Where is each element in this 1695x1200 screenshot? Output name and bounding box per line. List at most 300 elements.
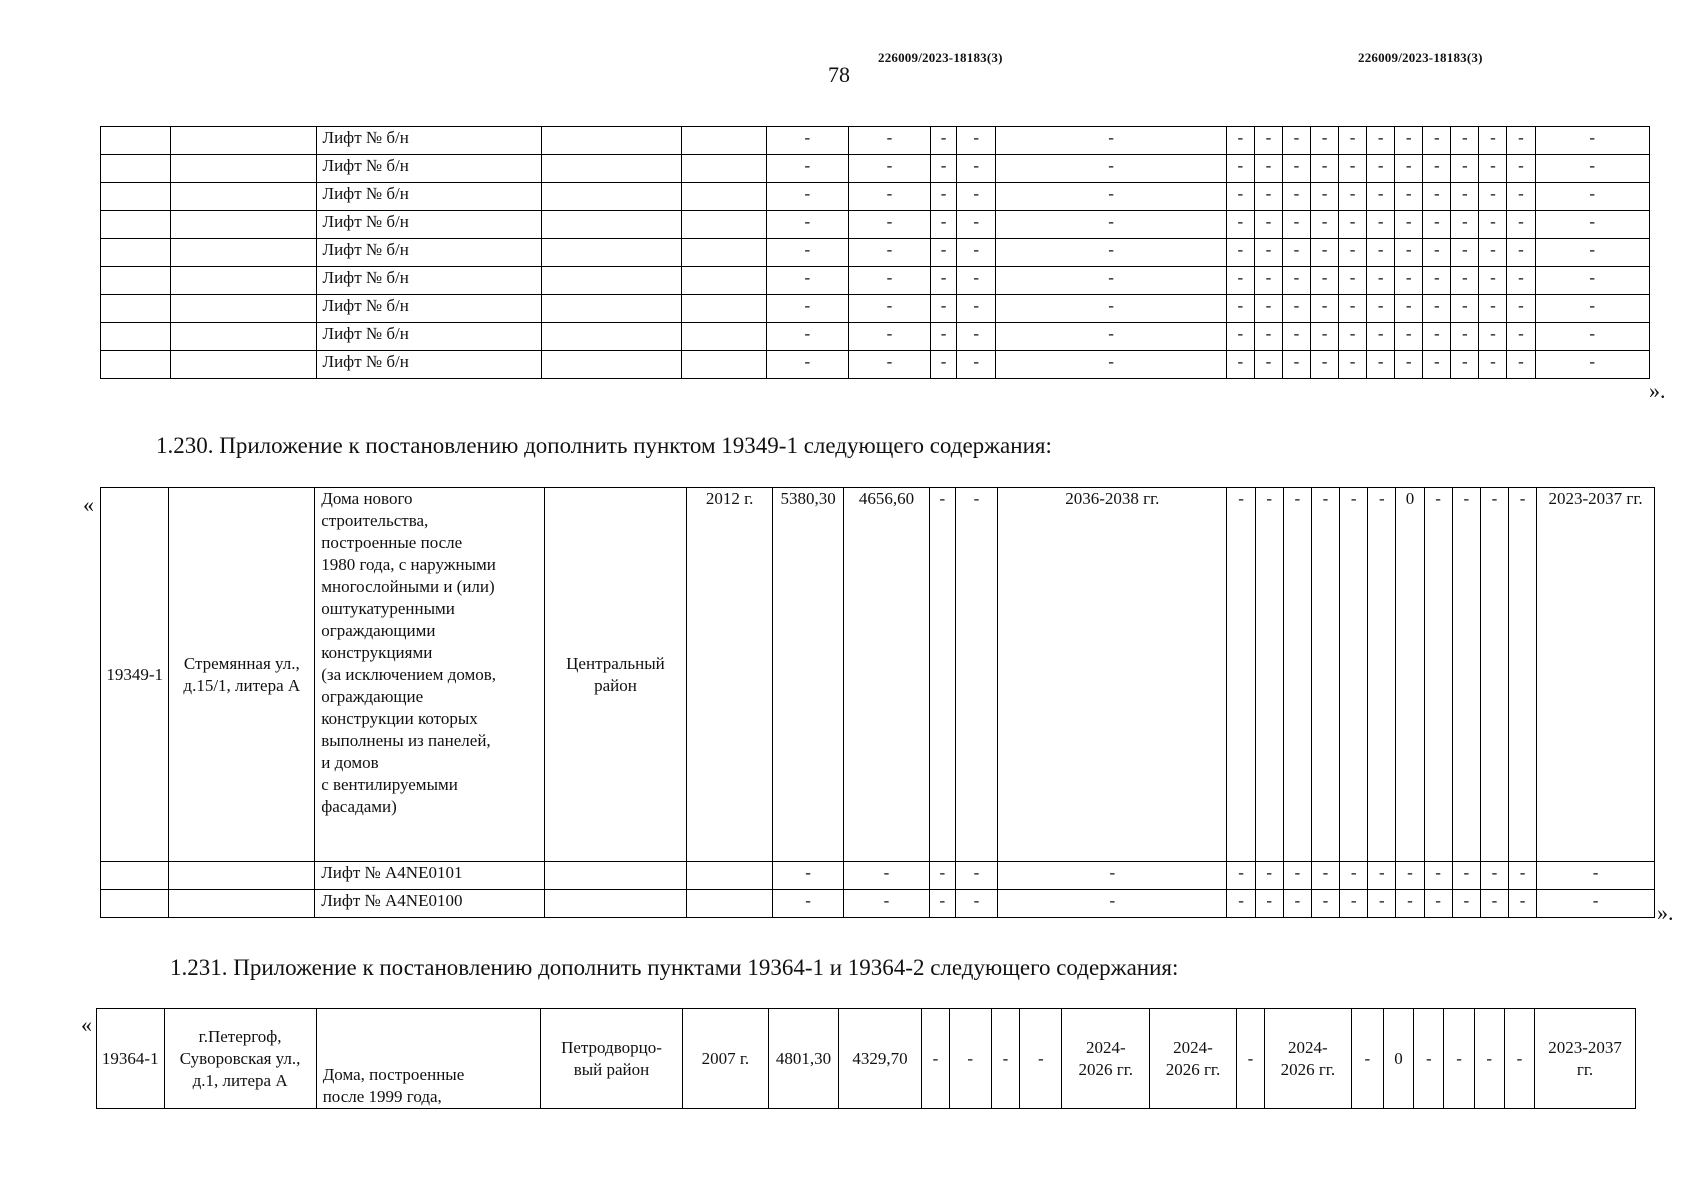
cell-8: - xyxy=(931,323,957,351)
page-number: 78 xyxy=(828,62,850,87)
work-cell: - xyxy=(1368,862,1396,890)
work-cell: - xyxy=(1311,295,1339,323)
work-cell: - xyxy=(1507,323,1535,351)
work-cell: - xyxy=(1423,239,1451,267)
work-cell: - xyxy=(1395,351,1423,379)
work-cell: - xyxy=(1311,127,1339,155)
cell-8: - xyxy=(929,890,955,918)
work-cell: - xyxy=(1226,183,1254,211)
work-cell: - xyxy=(1254,351,1282,379)
work-cell: - xyxy=(1367,183,1395,211)
cell-8: - xyxy=(931,351,957,379)
cell-22: - xyxy=(1535,183,1649,211)
table-row xyxy=(101,127,1650,155)
work-cell: - xyxy=(1452,488,1480,862)
cell-7: - xyxy=(848,183,930,211)
work-cell: - xyxy=(1479,351,1507,379)
work-cell: - xyxy=(1339,295,1367,323)
cell-21: - xyxy=(1504,1009,1534,1109)
cell-9: - xyxy=(955,488,997,862)
lift-label: Лифт № A4NE0101 xyxy=(315,862,544,890)
empty-cell xyxy=(682,183,766,211)
work-cell: - xyxy=(1282,295,1310,323)
empty-cell xyxy=(542,155,682,183)
lift-label: Лифт № б/н xyxy=(316,183,542,211)
address-cell: Стремянная ул., д.15/1, литера А xyxy=(169,488,315,862)
work-cell: - xyxy=(1479,267,1507,295)
table-row xyxy=(101,295,1650,323)
work-cell: - xyxy=(1255,890,1283,918)
work-cell: - xyxy=(1480,488,1508,862)
cell-10: - xyxy=(996,323,1227,351)
cell-8: - xyxy=(931,295,957,323)
district-cell xyxy=(541,1009,682,1109)
empty-cell xyxy=(687,890,772,918)
work-cell: - xyxy=(1507,267,1535,295)
empty-cell xyxy=(542,239,682,267)
cell-9: - xyxy=(957,351,996,379)
cell-9: - xyxy=(957,239,996,267)
cell-22: - xyxy=(1537,862,1655,890)
work-cell: - xyxy=(1423,351,1451,379)
work-cell: - xyxy=(1451,127,1479,155)
empty-cell xyxy=(101,183,171,211)
empty-cell xyxy=(544,890,687,918)
work-cell: - xyxy=(1227,488,1255,862)
cell-22: - xyxy=(1535,295,1649,323)
work-cell: - xyxy=(1367,323,1395,351)
lift-table-1 xyxy=(100,126,1650,379)
work-cell: - xyxy=(1367,295,1395,323)
lift-label: Лифт № б/н xyxy=(316,127,542,155)
work-cell: - xyxy=(1451,183,1479,211)
text-line: конструкциями xyxy=(321,643,433,662)
work-cell: - xyxy=(1452,890,1480,918)
work-cell: - xyxy=(1282,211,1310,239)
cell-6: - xyxy=(766,239,848,267)
total-area-cell: 5380,30 xyxy=(772,488,843,862)
empty-cell xyxy=(682,211,766,239)
work-cell: - xyxy=(1311,267,1339,295)
item-number: 19364-1 xyxy=(97,1009,165,1109)
cell-6: - xyxy=(766,155,848,183)
empty-cell xyxy=(171,127,316,155)
work-cell: - xyxy=(1282,323,1310,351)
cell-6: - xyxy=(766,267,848,295)
work-cell: - xyxy=(1339,267,1367,295)
work-cell: - xyxy=(1254,239,1282,267)
text-line: выполнены из панелей, xyxy=(321,731,491,750)
period-cell-2 xyxy=(1150,1009,1237,1109)
work-cell: - xyxy=(1395,127,1423,155)
text-line: ограждающие xyxy=(321,687,424,706)
closing-quote-2: ». xyxy=(1657,900,1674,925)
table-row xyxy=(101,211,1650,239)
empty-cell xyxy=(682,127,766,155)
work-cell: - xyxy=(1424,862,1452,890)
lift-label: Лифт № б/н xyxy=(316,267,542,295)
cell-10: - xyxy=(996,267,1227,295)
work-cell: - xyxy=(1423,323,1451,351)
work-cell: - xyxy=(1282,183,1310,211)
cell-9: - xyxy=(957,295,996,323)
lift-label: Лифт № б/н xyxy=(316,239,542,267)
text-line: Петродворцо- xyxy=(561,1037,662,1057)
work-cell: - xyxy=(1509,890,1537,918)
work-cell: - xyxy=(1311,239,1339,267)
work-cell: - xyxy=(1339,239,1367,267)
cell-9: - xyxy=(957,183,996,211)
text-line: 2026 гг. xyxy=(1078,1059,1134,1079)
work-cell: - xyxy=(1507,183,1535,211)
empty-cell xyxy=(101,351,171,379)
cell-22: - xyxy=(1535,323,1649,351)
empty-cell xyxy=(169,862,315,890)
empty-cell xyxy=(171,351,316,379)
empty-cell xyxy=(171,267,316,295)
text-line: конструкции которых xyxy=(321,709,478,728)
cell-10: - xyxy=(998,890,1227,918)
cell-6: - xyxy=(766,351,848,379)
cell-7: - xyxy=(848,155,930,183)
work-cell: - xyxy=(1367,155,1395,183)
text-line: построенные после xyxy=(321,533,463,552)
cell-10: - xyxy=(996,183,1227,211)
empty-cell xyxy=(101,323,171,351)
cell-7: - xyxy=(848,211,930,239)
empty-cell xyxy=(101,127,171,155)
cell-10: - xyxy=(996,127,1227,155)
cell-7: - xyxy=(848,351,930,379)
work-cell: - xyxy=(1451,323,1479,351)
table-row xyxy=(101,862,1655,890)
empty-cell xyxy=(542,295,682,323)
building-type-cell xyxy=(316,1009,541,1109)
work-cell: - xyxy=(1339,211,1367,239)
work-cell: - xyxy=(1507,239,1535,267)
district-cell: Центральный район xyxy=(544,488,687,862)
cell-22: - xyxy=(1535,351,1649,379)
living-area-cell: 4329,70 xyxy=(838,1009,922,1109)
work-cell: - xyxy=(1479,239,1507,267)
work-cell: 0 xyxy=(1396,488,1424,862)
empty-cell xyxy=(682,267,766,295)
work-cell: - xyxy=(1507,211,1535,239)
work-cell: - xyxy=(1340,488,1368,862)
work-cell: - xyxy=(1423,267,1451,295)
cell-11: - xyxy=(1020,1009,1062,1109)
text-line: Дома, построенные xyxy=(322,1065,465,1084)
opening-quote-3: « xyxy=(81,1012,92,1037)
text-line: д.1, литера А xyxy=(192,1070,288,1090)
empty-cell xyxy=(171,323,316,351)
empty-cell xyxy=(542,211,682,239)
empty-cell xyxy=(171,183,316,211)
work-cell: - xyxy=(1507,127,1535,155)
work-cell: - xyxy=(1339,155,1367,183)
empty-cell xyxy=(542,351,682,379)
lift-label: Лифт № A4NE0100 xyxy=(315,890,544,918)
work-cell: - xyxy=(1254,155,1282,183)
cell-8: - xyxy=(931,211,957,239)
work-cell: - xyxy=(1396,890,1424,918)
paragraph-1-231: 1.231. Приложение к постановлению дополнить пунктами 19364-1 и 19364-2 следующего содержания: xyxy=(170,955,1179,980)
year-cell: 2007 г. xyxy=(682,1009,769,1109)
table-row xyxy=(101,239,1650,267)
table-row xyxy=(101,155,1650,183)
table-row xyxy=(101,267,1650,295)
text-line: гг. xyxy=(1576,1059,1594,1079)
period-cell-3 xyxy=(1265,1009,1352,1109)
cell-7: - xyxy=(848,127,930,155)
work-cell: - xyxy=(1368,890,1396,918)
cell-19: - xyxy=(1444,1009,1474,1109)
work-cell: - xyxy=(1226,127,1254,155)
cell-9: - xyxy=(957,155,996,183)
cell-16: - xyxy=(1351,1009,1383,1109)
text-line: (за исключением домов, xyxy=(321,665,497,684)
cell-9: - xyxy=(955,890,997,918)
work-cell: - xyxy=(1282,267,1310,295)
table-row-19349-1 xyxy=(101,488,1655,862)
paragraph-1-230: 1.230. Приложение к постановлению дополнить пунктом 19349-1 следующего содержания: xyxy=(156,433,1052,458)
work-cell: - xyxy=(1339,351,1367,379)
cell-9: - xyxy=(957,267,996,295)
work-cell: - xyxy=(1340,862,1368,890)
cell-7: - xyxy=(848,267,930,295)
empty-cell xyxy=(171,155,316,183)
lift-label: Лифт № б/н xyxy=(316,295,542,323)
work-cell: - xyxy=(1226,351,1254,379)
text-line: Дома нового xyxy=(321,489,413,508)
cell-6: - xyxy=(766,323,848,351)
work-cell: - xyxy=(1339,183,1367,211)
text-line: фасадами) xyxy=(321,797,397,816)
work-cell: - xyxy=(1507,295,1535,323)
work-cell: - xyxy=(1479,295,1507,323)
cell-20: - xyxy=(1474,1009,1504,1109)
work-cell: - xyxy=(1509,862,1537,890)
text-line: 2024- xyxy=(1173,1037,1213,1057)
empty-cell xyxy=(682,323,766,351)
work-cell: - xyxy=(1423,155,1451,183)
work-cell: - xyxy=(1395,239,1423,267)
work-cell: - xyxy=(1395,183,1423,211)
cell-22: - xyxy=(1535,267,1649,295)
table-row xyxy=(101,351,1650,379)
empty-cell xyxy=(171,211,316,239)
empty-cell xyxy=(687,862,772,890)
work-cell: - xyxy=(1283,890,1311,918)
work-cell: - xyxy=(1254,183,1282,211)
period-cell-1 xyxy=(1062,1009,1150,1109)
empty-cell xyxy=(542,183,682,211)
work-cell: - xyxy=(1254,323,1282,351)
work-cell: - xyxy=(1424,890,1452,918)
term-cell: 2023-2037 гг. xyxy=(1537,488,1655,862)
text-line: ограждающими xyxy=(321,621,436,640)
cell-10: - xyxy=(996,351,1227,379)
cell-6: - xyxy=(772,890,843,918)
text-line: 2024- xyxy=(1288,1037,1328,1057)
cell-22: - xyxy=(1535,127,1649,155)
living-area-cell: 4656,60 xyxy=(844,488,929,862)
lift-label: Лифт № б/н xyxy=(316,351,542,379)
text-line: 2023-2037 xyxy=(1548,1037,1622,1057)
cell-7: - xyxy=(848,295,930,323)
work-cell: - xyxy=(1255,488,1283,862)
work-cell: - xyxy=(1226,295,1254,323)
work-cell: - xyxy=(1282,351,1310,379)
empty-cell xyxy=(542,127,682,155)
empty-cell xyxy=(169,890,315,918)
cell-7: - xyxy=(844,890,929,918)
work-cell: - xyxy=(1226,323,1254,351)
cell-10: - xyxy=(996,239,1227,267)
total-area-cell: 4801,30 xyxy=(769,1009,839,1109)
work-cell: - xyxy=(1423,295,1451,323)
cell-10: - xyxy=(991,1009,1019,1109)
cell-9: - xyxy=(955,862,997,890)
lift-label: Лифт № б/н xyxy=(316,323,542,351)
empty-cell xyxy=(101,239,171,267)
address-cell xyxy=(164,1009,316,1109)
empty-cell xyxy=(682,155,766,183)
work-cell: - xyxy=(1282,155,1310,183)
cell-6: - xyxy=(766,295,848,323)
work-cell: - xyxy=(1283,488,1311,862)
work-cell: - xyxy=(1367,239,1395,267)
empty-cell xyxy=(542,267,682,295)
work-cell: - xyxy=(1254,127,1282,155)
work-cell: - xyxy=(1339,127,1367,155)
table-row xyxy=(101,183,1650,211)
empty-cell xyxy=(101,267,171,295)
cell-18: - xyxy=(1414,1009,1444,1109)
work-cell: - xyxy=(1451,211,1479,239)
work-cell: - xyxy=(1254,211,1282,239)
cell-6: - xyxy=(766,211,848,239)
work-cell: - xyxy=(1395,267,1423,295)
cell-8: - xyxy=(922,1009,949,1109)
opening-quote-2: « xyxy=(83,492,94,517)
cell-7: - xyxy=(848,239,930,267)
work-cell: - xyxy=(1479,155,1507,183)
table-row xyxy=(101,890,1655,918)
work-cell: - xyxy=(1367,351,1395,379)
cell-8: - xyxy=(929,862,955,890)
building-type-cell xyxy=(315,488,544,862)
text-line: 2026 гг. xyxy=(1280,1059,1336,1079)
item-number: 19349-1 xyxy=(101,488,169,862)
empty-cell xyxy=(682,239,766,267)
building-table-19349 xyxy=(100,487,1655,918)
lift-label: Лифт № б/н xyxy=(316,211,542,239)
cell-8: - xyxy=(931,127,957,155)
work-cell: - xyxy=(1311,351,1339,379)
cell-6: - xyxy=(772,862,843,890)
cell-7: - xyxy=(844,862,929,890)
empty-cell xyxy=(101,211,171,239)
cell-9: - xyxy=(957,127,996,155)
work-cell: - xyxy=(1311,862,1339,890)
work-cell: - xyxy=(1480,890,1508,918)
work-cell: - xyxy=(1311,155,1339,183)
cell-14: - xyxy=(1236,1009,1264,1109)
work-cell: - xyxy=(1282,239,1310,267)
cell-10: - xyxy=(996,295,1227,323)
period-cell: 2036-2038 гг. xyxy=(998,488,1227,862)
document-code-right: 226009/2023-18183(3) xyxy=(1358,50,1483,65)
empty-cell xyxy=(682,351,766,379)
cell-7: - xyxy=(848,323,930,351)
work-cell: - xyxy=(1451,239,1479,267)
work-cell: - xyxy=(1367,211,1395,239)
work-cell: - xyxy=(1339,323,1367,351)
text-line: с вентилируемыми xyxy=(321,775,458,794)
work-cell: - xyxy=(1395,323,1423,351)
work-cell: - xyxy=(1368,488,1396,862)
text-line: 1980 года, с наружными xyxy=(321,555,496,574)
term-cell xyxy=(1535,1009,1636,1109)
cell-22: - xyxy=(1535,155,1649,183)
work-cell: - xyxy=(1395,155,1423,183)
lift-label: Лифт № б/н xyxy=(316,155,542,183)
work-cell: - xyxy=(1479,211,1507,239)
work-cell: - xyxy=(1227,890,1255,918)
cell-10: - xyxy=(996,155,1227,183)
work-cell: - xyxy=(1451,295,1479,323)
empty-cell xyxy=(101,862,169,890)
text-line: после 1999 года, xyxy=(322,1087,442,1106)
work-cell: - xyxy=(1395,295,1423,323)
work-cell: - xyxy=(1424,488,1452,862)
work-cell: - xyxy=(1226,155,1254,183)
work-cell: - xyxy=(1282,127,1310,155)
work-cell: - xyxy=(1367,127,1395,155)
empty-cell xyxy=(171,239,316,267)
cell-8: - xyxy=(931,239,957,267)
work-cell: - xyxy=(1227,862,1255,890)
work-cell: - xyxy=(1452,862,1480,890)
text-line: вый район xyxy=(573,1059,650,1079)
work-cell: - xyxy=(1254,295,1282,323)
cell-8: - xyxy=(931,155,957,183)
cell-9: - xyxy=(949,1009,991,1109)
work-cell: - xyxy=(1423,211,1451,239)
cell-10: - xyxy=(998,862,1227,890)
work-cell: - xyxy=(1507,351,1535,379)
cell-8: - xyxy=(931,267,957,295)
work-cell: - xyxy=(1367,267,1395,295)
work-cell: - xyxy=(1311,890,1339,918)
cell-6: - xyxy=(766,127,848,155)
cell-6: - xyxy=(766,183,848,211)
text-line: и домов xyxy=(321,753,379,772)
empty-cell xyxy=(544,862,687,890)
text-line: строительства, xyxy=(321,511,429,530)
work-cell: - xyxy=(1479,127,1507,155)
work-cell: - xyxy=(1340,890,1368,918)
cell-9: - xyxy=(957,323,996,351)
text-line: 2024- xyxy=(1085,1037,1126,1057)
table-row-19364-1 xyxy=(97,1009,1636,1109)
work-cell: - xyxy=(1311,211,1339,239)
closing-quote-1: ». xyxy=(1649,378,1666,403)
work-cell: - xyxy=(1283,862,1311,890)
empty-cell xyxy=(542,323,682,351)
cell-22: - xyxy=(1537,890,1655,918)
